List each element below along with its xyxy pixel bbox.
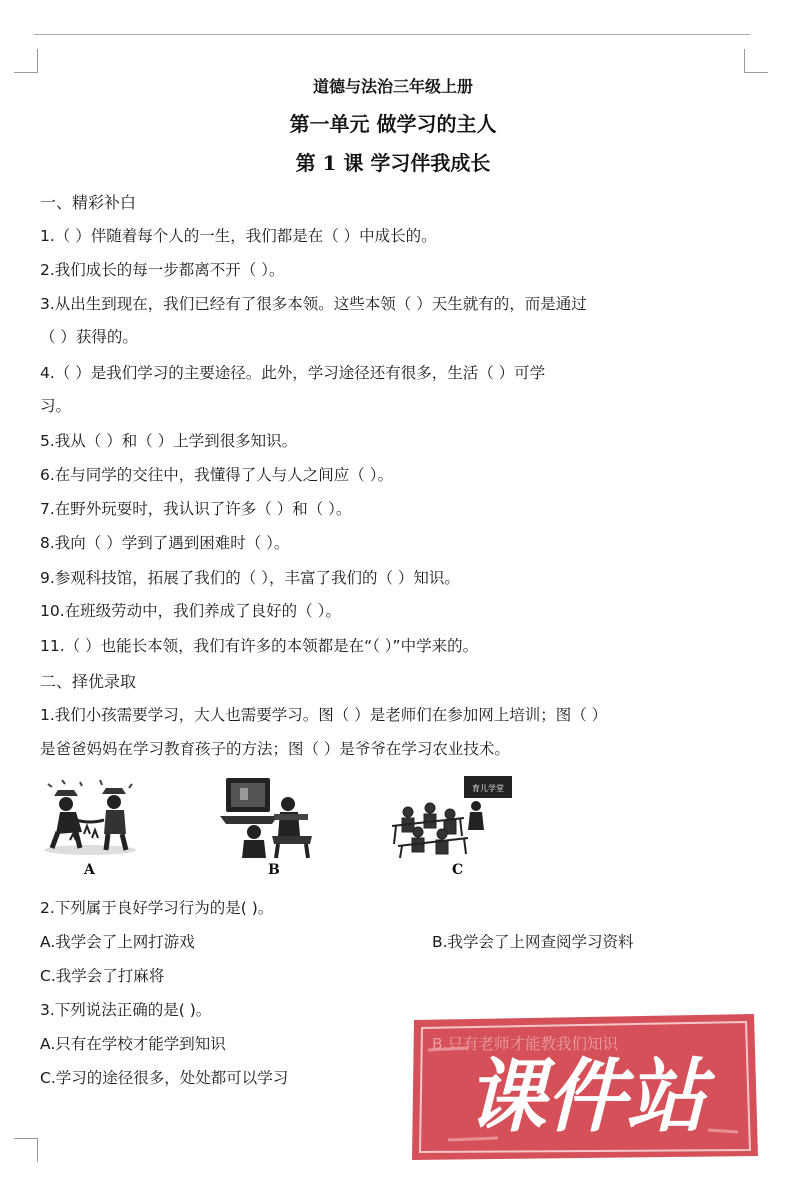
fill-item-1: 1.（ ）伴随着每个人的一生，我们都是在（ ）中成长的。 [40,227,437,245]
fill-item-9: 9.参观科技馆，拓展了我们的（ ），丰富了我们的（ ）知识。 [40,569,460,587]
blackboard-text: 育儿学堂 [472,784,504,793]
book-title: 道德与法治三年级上册 [312,77,473,96]
fill-item-3-cont: （ ）获得的。 [40,328,138,346]
corner-mark-top-left [14,49,38,73]
figure-a-label: A [84,862,95,878]
figure-a-farming-illustration [40,776,140,858]
choice-q3: 3.下列说法正确的是( )。 [40,1001,212,1019]
figure-b-label: B [268,862,280,878]
fill-item-8: 8.我向（ ）学到了遇到困难时（ ）。 [40,534,290,552]
choice-q3-option-a: A.只有在学校才能学到知识 [40,1035,226,1053]
fill-item-7: 7.在野外玩耍时，我认识了许多（ ）和（ ）。 [40,500,352,518]
choice-q2: 2.下列属于良好学习行为的是( )。 [40,899,274,917]
choice-q1-line1: 1.我们小孩需要学习，大人也需要学习。图（ ）是老师们在参加网上培训；图（ ） [40,706,608,724]
figure-c-label: C [452,862,464,878]
corner-mark-top-right [744,49,768,73]
corner-mark-bottom-left [14,1138,38,1162]
section1-title: 一、精彩补白 [40,193,137,212]
fill-item-11: 11.（ ）也能长本领，我们有许多的本领都是在“（ ）”中学来的。 [40,637,479,655]
fill-item-4: 4.（ ）是我们学习的主要途径。此外，学习途径还有很多，生活（ ）可学 [40,364,546,382]
choice-q2-option-b: B.我学会了上网查阅学习资料 [432,933,634,951]
fill-item-5: 5.我从（ ）和（ ）上学到很多知识。 [40,432,298,450]
fill-item-2: 2.我们成长的每一步都离不开（ ）。 [40,261,285,279]
choice-q2-option-c: C.我学会了打麻将 [40,967,165,985]
fill-item-4-cont: 习。 [40,397,72,415]
figure-b-online-training-illustration [218,774,318,860]
unit-title: 第一单元 做学习的主人 [289,112,497,136]
page-top-rule [34,34,750,35]
choice-q3-option-b: B.只有老师才能教我们知识 [432,1035,619,1053]
lesson-title: 第 1 课 学习伴我成长 [295,151,491,175]
choice-q1-line2: 是爸爸妈妈在学习教育孩子的方法；图（ ）是爷爷在学习农业技术。 [40,740,510,758]
section2-title: 二、择优录取 [40,672,137,691]
fill-item-6: 6.在与同学的交往中，我懂得了人与人之间应（ ）。 [40,466,393,484]
choice-q2-option-a: A.我学会了上网打游戏 [40,933,195,951]
fill-item-10: 10.在班级劳动中，我们养成了良好的（ ）。 [40,602,341,620]
fill-item-3: 3.从出生到现在，我们已经有了很多本领。这些本领（ ）天生就有的，而是通过 [40,295,587,313]
choice-q3-option-c: C.学习的途径很多，处处都可以学习 [40,1069,289,1087]
watermark-text: 课件站 [466,1050,706,1143]
figure-c-parenting-class-illustration [388,774,518,860]
